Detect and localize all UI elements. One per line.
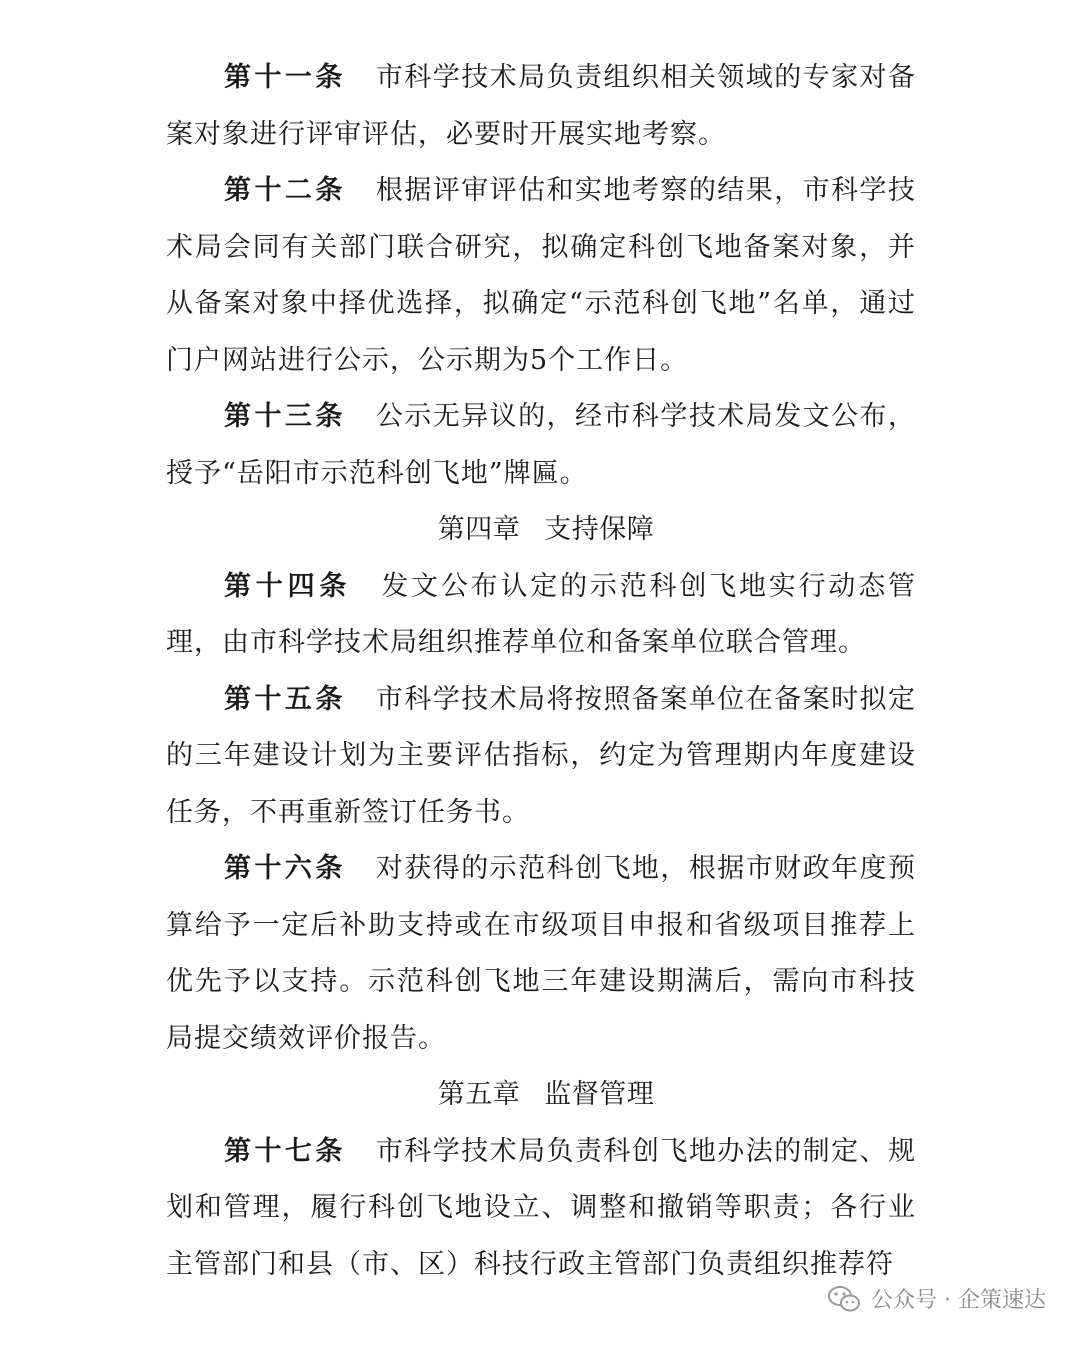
article-number: 第十三条 [224,401,346,432]
article-text: 公示无异议的，经市科学技术局发文公布，授予“岳阳市示范科创飞地”牌匾。 [166,401,917,489]
article-text: 市科学技术局负责科创飞地办法的制定、规划和管理，履行科创飞地设立、调整和撤销等职责；各行业主管部门和县（市、区）科技行政主管部门负责组织推荐符 [166,1135,917,1280]
article-text: 根据评审评估和实地考察的结果，市科学技术局会同有关部门联合研究，拟确定科创飞地备案对象，并从备案对象中择优选择，拟确定“示范科创飞地”名单，通过门户网站进行公示，公示期为5个工作日。 [166,175,917,376]
chapter-heading-4 [166,502,916,559]
document-body [166,50,916,1293]
article-text: 发文公布认定的示范科创飞地实行动态管理，由市科学技术局组织推荐单位和备案单位联合管理。 [166,570,917,658]
chapter-title: 监督管理 [544,1079,655,1110]
wechat-icon [827,1285,861,1313]
article-11 [166,50,916,163]
chapter-number: 第五章 [437,1079,521,1110]
article-15 [166,672,916,842]
watermark [823,1281,1050,1316]
article-number: 第十七条 [224,1135,346,1167]
article-number: 第十五条 [224,683,346,715]
article-text: 市科学技术局负责组织相关领域的专家对备案对象进行评审评估，必要时开展实地考察。 [166,62,917,150]
chapter-title: 支持保障 [544,514,655,545]
article-text: 市科学技术局将按照备案单位在备案时拟定的三年建设计划为主要评估指标，约定为管理期内年度建设任务，不再重新签订任务书。 [166,683,917,828]
article-text: 对获得的示范科创飞地，根据市财政年度预算给予一定后补助支持或在市级项目申报和省级项目推荐上优先予以支持。示范科创飞地三年建设期满后，需向市科技局提交绩效评价报告。 [166,853,917,1054]
chapter-heading-5 [166,1067,916,1124]
article-12 [166,163,916,389]
article-13 [166,389,916,502]
article-17 [166,1124,916,1294]
chapter-number: 第四章 [437,514,521,545]
article-number: 第十二条 [224,175,346,206]
article-14 [166,559,916,672]
article-number: 第十四条 [224,570,352,602]
article-16 [166,841,916,1067]
article-number: 第十六条 [224,853,346,884]
article-number: 第十一条 [224,62,346,93]
watermark-text: 公众号 · 企策速达 [871,1288,1046,1313]
